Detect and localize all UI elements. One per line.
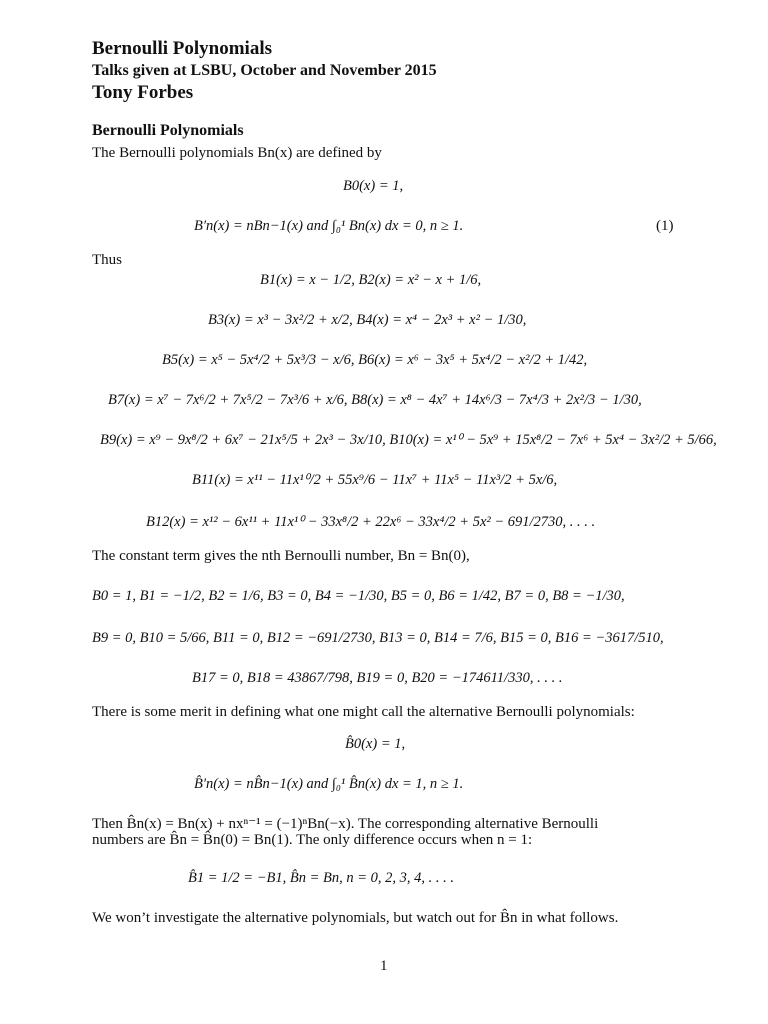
thus-text: Thus — [92, 252, 122, 268]
document-author: Tony Forbes — [92, 82, 194, 103]
polynomial-row: B7(x) = x⁷ − 7x⁶/2 + 7x⁵/2 − 7x³/6 + x/6, B8(x) = x⁸ − 4x⁷ + 14x⁶/3 − 7x⁴/3 + 2x²/3 − 1/30, — [108, 392, 642, 408]
then-text-line-2: numbers are B̂n = B̂n(0) = Bn(1). The only difference occurs when n = 1: — [92, 832, 533, 848]
definition-line-2: B′n(x) = nBn−1(x) and ∫₀¹ Bn(x) dx = 0, n ≥ 1. — [194, 218, 464, 234]
document-subtitle: Talks given at LSBU, October and November 2015 — [92, 62, 437, 79]
bernoulli-numbers-row: B17 = 0, B18 = 43867/798, B19 = 0, B20 = −174611/330, . . . . — [192, 670, 563, 686]
alt-definition-line-1: B̂0(x) = 1, — [345, 736, 406, 752]
intro-text: The Bernoulli polynomials Bn(x) are defined by — [92, 145, 382, 161]
bernoulli-numbers-row: B9 = 0, B10 = 5/66, B11 = 0, B12 = −691/2730, B13 = 0, B14 = 7/6, B15 = 0, B16 = −3617/510, — [92, 630, 664, 646]
constant-term-text: The constant term gives the nth Bernoulli number, Bn = Bn(0), — [92, 548, 470, 564]
polynomial-row: B1(x) = x − 1/2, B2(x) = x² − x + 1/6, — [260, 272, 482, 288]
alt-numbers-line: B̂1 = 1/2 = −B1, B̂n = Bn, n = 0, 2, 3, 4, . . . . — [188, 870, 455, 886]
polynomial-row: B3(x) = x³ − 3x²/2 + x/2, B4(x) = x⁴ − 2x³ + x² − 1/30, — [208, 312, 527, 328]
alt-definition-line-2: B̂′n(x) = nB̂n−1(x) and ∫₀¹ B̂n(x) dx = 1, n ≥ 1. — [194, 776, 464, 792]
polynomial-row: B11(x) = x¹¹ − 11x¹⁰/2 + 55x⁹/6 − 11x⁷ + 11x⁵ − 11x³/2 + 5x/6, — [192, 472, 558, 488]
equation-number: (1) — [656, 218, 674, 234]
document-title: Bernoulli Polynomials — [92, 38, 272, 59]
page-number: 1 — [380, 958, 388, 974]
polynomial-row: B9(x) = x⁹ − 9x⁸/2 + 6x⁷ − 21x⁵/5 + 2x³ − 3x/10, B10(x) = x¹⁰ − 5x⁹ + 15x⁸/2 − 7x⁶ + 5x⁴ − 3x²/2 + 5/66, — [100, 432, 717, 448]
polynomial-row: B5(x) = x⁵ − 5x⁴/2 + 5x³/3 − x/6, B6(x) = x⁶ − 3x⁵ + 5x⁴/2 − x²/2 + 1/42, — [162, 352, 588, 368]
polynomial-row: B12(x) = x¹² − 6x¹¹ + 11x¹⁰ − 33x⁸/2 + 22x⁶ − 33x⁴/2 + 5x² − 691/2730, . . . . — [146, 514, 596, 530]
bernoulli-numbers-row: B0 = 1, B1 = −1/2, B2 = 1/6, B3 = 0, B4 = −1/30, B5 = 0, B6 = 1/42, B7 = 0, B8 = −1/30, — [92, 588, 625, 604]
closing-text: We won’t investigate the alternative polynomials, but watch out for B̂n in what follows. — [92, 910, 619, 926]
merit-text: There is some merit in defining what one might call the alternative Bernoulli polynomials: — [92, 704, 635, 720]
section-heading: Bernoulli Polynomials — [92, 122, 244, 139]
then-text-line-1: Then B̂n(x) = Bn(x) + nxⁿ⁻¹ = (−1)ⁿBn(−x). The corresponding alternative Bernoulli — [92, 816, 599, 832]
definition-line-1: B0(x) = 1, — [343, 178, 404, 194]
